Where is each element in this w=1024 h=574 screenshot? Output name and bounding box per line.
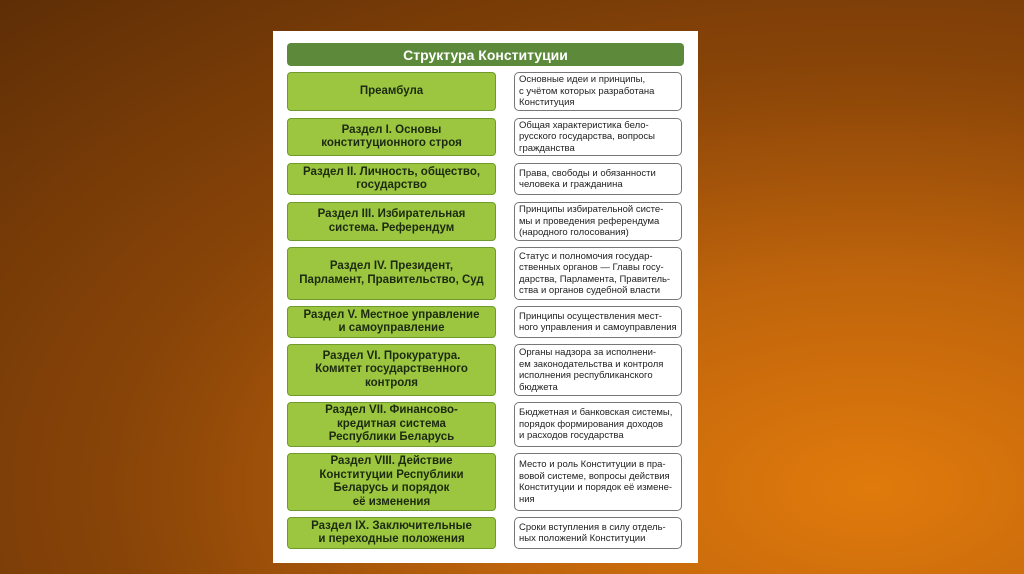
table-row xyxy=(287,517,684,549)
section-box: Раздел I. Основы конституционного строя xyxy=(287,118,496,156)
description-box: Статус и полномочия государ- ственных органов — Главы госу- дарства, Парламента, Правитель- ства и органов судебной власти xyxy=(514,247,682,300)
section-box: Раздел VI. Прокуратура. Комитет государственного контроля xyxy=(287,344,496,396)
description-box: Органы надзора за исполнени- ем законодательства и контроля исполнения республиканского бюджета xyxy=(514,344,682,396)
section-box: Раздел VIII. Действие Конституции Республики Беларусь и порядок её изменения xyxy=(287,453,496,511)
description-box: Сроки вступления в силу отдель- ных положений Конституции xyxy=(514,517,682,549)
description-box: Принципы избирательной систе- мы и проведения референдума (народного голосования) xyxy=(514,202,682,241)
section-box: Раздел IX. Заключительные и переходные положения xyxy=(287,517,496,549)
description-box: Место и роль Конституции в пра- вовой системе, вопросы действия Конституции и порядок её измене- ния xyxy=(514,453,682,511)
table-row xyxy=(287,202,684,241)
description-box: Общая характеристика бело- русского государства, вопросы гражданства xyxy=(514,118,682,156)
section-box: Раздел V. Местное управление и самоуправление xyxy=(287,306,496,338)
table-row xyxy=(287,163,684,195)
table-row xyxy=(287,402,684,447)
table-row xyxy=(287,118,684,156)
description-box: Основные идеи и принципы, с учётом которых разработана Конституция xyxy=(514,72,682,111)
description-box: Принципы осуществления мест- ного управления и самоуправления xyxy=(514,306,682,338)
table-row xyxy=(287,72,684,111)
constitution-structure-card xyxy=(273,31,698,563)
table-row xyxy=(287,453,684,511)
section-box: Преамбула xyxy=(287,72,496,111)
section-box: Раздел VII. Финансово- кредитная система Республики Беларусь xyxy=(287,402,496,447)
table-row xyxy=(287,344,684,396)
description-box: Права, свободы и обязанности человека и гражданина xyxy=(514,163,682,195)
section-box: Раздел IV. Президент, Парламент, Правительство, Суд xyxy=(287,247,496,300)
table-row xyxy=(287,247,684,300)
page-title: Структура Конституции xyxy=(287,43,684,66)
section-box: Раздел II. Личность, общество, государство xyxy=(287,163,496,195)
description-box: Бюджетная и банковская системы, порядок формирования доходов и расходов государства xyxy=(514,402,682,447)
section-box: Раздел III. Избирательная система. Референдум xyxy=(287,202,496,241)
table-row xyxy=(287,306,684,338)
